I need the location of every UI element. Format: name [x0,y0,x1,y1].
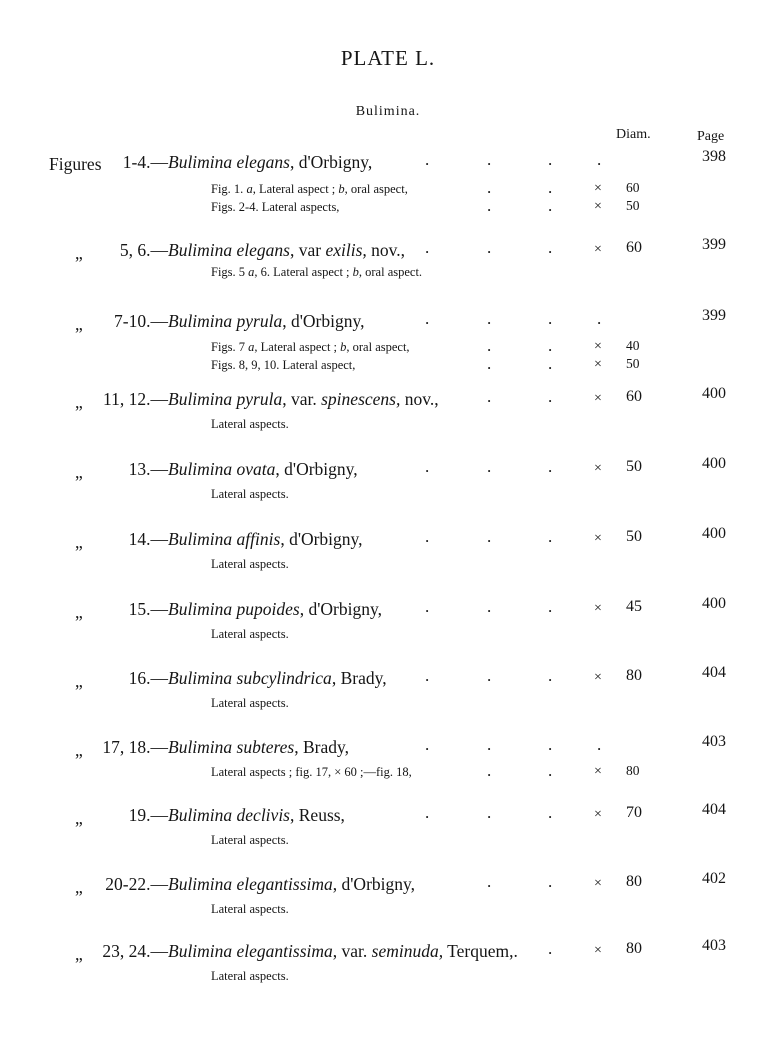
species-name [168,311,364,332]
leader-dot: . [487,872,492,891]
species-italic: Bulimina affinis [168,529,281,549]
species-name [168,389,439,410]
times-sign: × [594,670,602,685]
leader-dot: . [425,597,430,616]
figure-description: Lateral aspects. [211,487,289,501]
species-italic: Bulimina declivis [168,805,290,825]
species-name [168,941,518,962]
diameter-value: 70 [626,804,642,821]
figure-numbers: 5, 6.— [119,240,168,260]
figure-description: Lateral aspects. [211,969,289,983]
leader-dot: . [548,238,553,257]
genus-title: Bulimina. [355,104,421,119]
authority: , var exilis, nov., [290,240,406,260]
leader-dot: . [487,666,492,685]
leader-dot: . [548,309,553,328]
species-name [168,599,382,620]
plate-title: PLATE L. [340,46,436,70]
leader-dot: . [548,597,553,616]
entry-prefix: Figures [49,154,102,174]
figure-numbers: 11, 12.— [103,389,168,409]
diameter-value: 50 [626,198,640,213]
leader-dot: . [548,939,553,958]
leader-dot: . [548,457,553,476]
figure-numbers: 15.— [128,599,168,619]
species-name [168,805,345,826]
leader-dot: . [597,150,602,169]
species-italic: Bulimina subteres [168,737,295,757]
diameter-value: 50 [626,528,642,545]
diameter-value: 60 [626,388,642,405]
figure-description: Figs. 7 a, Lateral aspect ; b, oral aspect, [211,340,410,354]
diameter-value: 80 [626,763,640,778]
figure-numbers: 1-4.— [122,152,168,172]
leader-dot: . [548,336,553,355]
species-italic: Bulimina pyrula [168,389,283,409]
times-sign: × [594,391,602,406]
page-number: 404 [702,664,726,681]
page-number: 400 [702,525,726,542]
species-italic: Bulimina elegantissima [168,941,333,961]
times-sign: × [594,531,602,546]
authority: , d'Orbigny, [332,874,416,894]
leader-dot: . [425,457,430,476]
column-header-diam: Diam. [616,127,651,142]
leader-dot: . [425,238,430,257]
page-number: 399 [702,307,726,324]
leader-dot: . [548,354,553,373]
leader-dot: . [487,238,492,257]
species-name [168,737,349,758]
leader-dot: . [487,309,492,328]
page-number: 403 [702,733,726,750]
leader-dot: . [487,457,492,476]
authority: , d'Orbigny, [299,599,382,619]
diameter-value: 50 [626,356,640,371]
times-sign: × [594,876,602,891]
authority: , d'Orbigny, [282,311,365,331]
leader-dot: . [487,735,492,754]
ditto-mark: „ [75,532,83,552]
ditto-mark: „ [75,462,83,482]
leader-dot: . [425,527,430,546]
leader-dot: . [548,527,553,546]
ditto-mark: „ [75,944,83,964]
leader-dot: . [425,666,430,685]
authority: , d'Orbigny, [280,529,363,549]
diameter-value: 45 [626,598,642,615]
figure-description: Fig. 1. a, Lateral aspect ; b, oral aspect, [211,182,408,196]
species-italic: Bulimina ovata [168,459,276,479]
species-name [168,874,415,895]
ditto-mark: „ [75,671,83,691]
times-sign: × [594,339,602,354]
leader-dot: . [548,150,553,169]
leader-dot: . [548,872,553,891]
authority: , Reuss, [290,805,345,825]
authority: , var. seminuda, Terquem,. [332,941,518,961]
leader-dot: . [487,527,492,546]
species-italic: Bulimina elegans [168,152,290,172]
species-name [168,529,363,550]
leader-dot: . [487,761,492,780]
species-name [168,459,358,480]
figure-numbers: 17, 18.— [102,737,168,757]
page-number: 400 [702,455,726,472]
leader-dot: . [548,761,553,780]
leader-dot: . [548,178,553,197]
figure-numbers: 20-22.— [105,874,168,894]
figure-description: Lateral aspects. [211,902,289,916]
figure-description: Lateral aspects. [211,557,289,571]
times-sign: × [594,764,602,779]
times-sign: × [594,943,602,958]
authority: , d'Orbigny, [275,459,358,479]
diameter-value: 80 [626,873,642,890]
authority: , var. spinescens, nov., [282,389,439,409]
figure-description: Lateral aspects. [211,696,289,710]
page-number: 399 [702,236,726,253]
page-number: 400 [702,595,726,612]
times-sign: × [594,199,602,214]
diameter-value: 50 [626,458,642,475]
figure-numbers: 16.— [128,668,168,688]
ditto-mark: „ [75,877,83,897]
ditto-mark: „ [75,602,83,622]
leader-dot: . [487,803,492,822]
leader-dot: . [597,735,602,754]
page-number: 398 [702,148,726,165]
figure-description: Lateral aspects. [211,417,289,431]
leader-dot: . [425,735,430,754]
diameter-value: 40 [626,338,640,353]
species-name [168,152,372,173]
authority: , d'Orbigny, [290,152,373,172]
diameter-value: 80 [626,667,642,684]
page-number: 400 [702,385,726,402]
figure-description: Lateral aspects ; fig. 17, × 60 ;—fig. 18, [211,765,412,779]
leader-dot: . [425,803,430,822]
page-number: 404 [702,801,726,818]
times-sign: × [594,242,602,257]
leader-dot: . [548,735,553,754]
times-sign: × [594,601,602,616]
figure-description: Figs. 5 a, 6. Lateral aspect ; b, oral aspect. [211,265,423,279]
leader-dot: . [548,196,553,215]
leader-dot: . [548,387,553,406]
ditto-mark: „ [75,740,83,760]
species-italic: Bulimina elegantissima [168,874,333,894]
figure-description: Lateral aspects. [211,627,289,641]
authority: , Brady, [294,737,349,757]
species-italic: Bulimina elegans [168,240,290,260]
figure-numbers: 14.— [128,529,168,549]
species-italic: Bulimina pupoides [168,599,300,619]
figure-numbers: 23, 24.— [102,941,168,961]
diameter-value: 80 [626,940,642,957]
authority: , Brady, [331,668,387,688]
diameter-value: 60 [626,239,642,256]
leader-dot: . [487,336,492,355]
leader-dot: . [487,150,492,169]
leader-dot: . [487,354,492,373]
leader-dot: . [597,309,602,328]
page-number: 403 [702,937,726,954]
leader-dot: . [425,150,430,169]
leader-dot: . [487,196,492,215]
species-name [168,240,405,261]
diameter-value: 60 [626,180,640,195]
species-italic: Bulimina subcylindrica [168,668,332,688]
column-header-page: Page [697,129,725,144]
leader-dot: . [425,309,430,328]
leader-dot: . [548,803,553,822]
figure-description: Figs. 8, 9, 10. Lateral aspect, [211,358,356,372]
leader-dot: . [548,666,553,685]
leader-dot: . [487,178,492,197]
figure-numbers: 19.— [128,805,168,825]
times-sign: × [594,461,602,476]
leader-dot: . [487,597,492,616]
figure-numbers: 13.— [128,459,168,479]
species-italic: Bulimina pyrula [168,311,283,331]
figure-numbers: 7-10.— [114,311,168,331]
leader-dot: . [487,387,492,406]
figure-description: Lateral aspects. [211,833,289,847]
species-name [168,668,387,689]
times-sign: × [594,181,602,196]
times-sign: × [594,807,602,822]
page-number: 402 [702,870,726,887]
ditto-mark: „ [75,808,83,828]
ditto-mark: „ [75,243,83,263]
figure-description: Figs. 2-4. Lateral aspects, [211,200,340,214]
ditto-mark: „ [75,392,83,412]
ditto-mark: „ [75,314,83,334]
times-sign: × [594,357,602,372]
